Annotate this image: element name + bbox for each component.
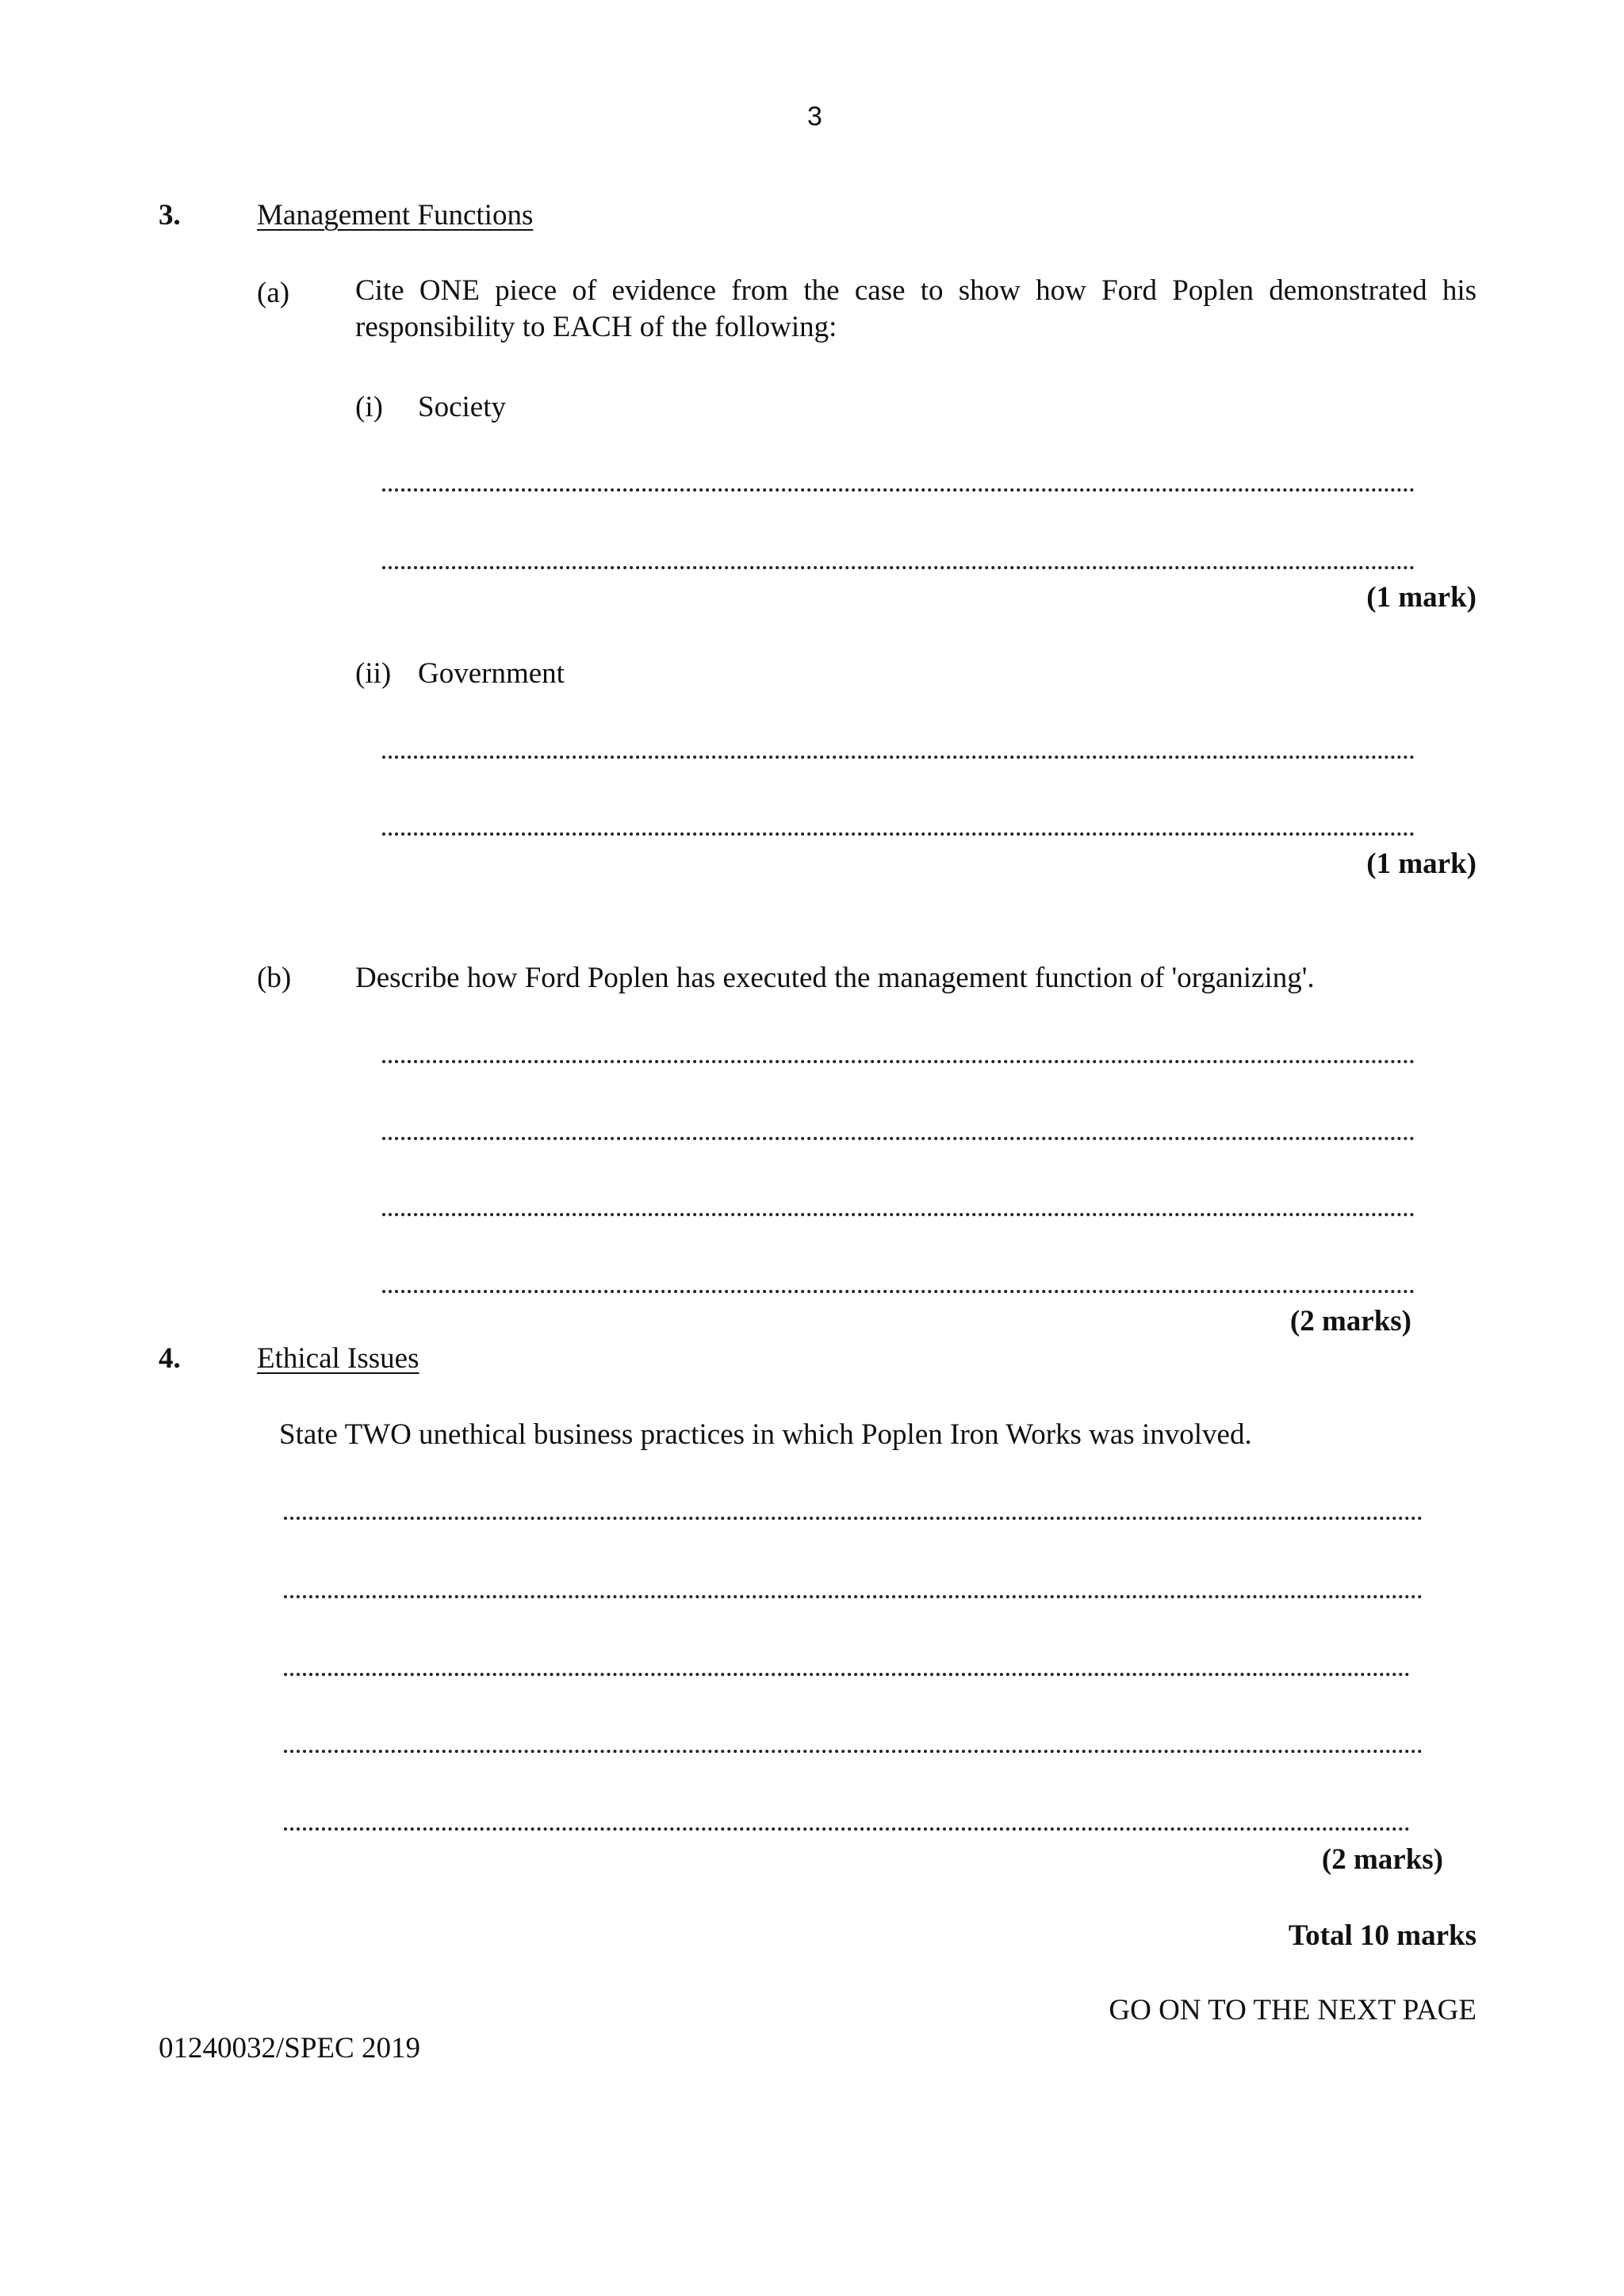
answer-line[interactable] xyxy=(382,1060,1415,1063)
page-number: 3 xyxy=(807,101,822,132)
answer-line[interactable] xyxy=(284,1827,1410,1831)
answer-line[interactable] xyxy=(284,1517,1423,1520)
answer-line[interactable] xyxy=(382,566,1415,569)
marks-label: (1 mark) xyxy=(1366,581,1477,614)
part-a-label: (a) xyxy=(257,277,290,309)
answer-line[interactable] xyxy=(284,1750,1423,1753)
marks-label: (2 marks) xyxy=(1321,1843,1443,1876)
answer-line[interactable] xyxy=(382,756,1415,759)
part-a-text: Cite ONE piece of evidence from the case to show how Ford Poplen demonstrated his responsibility to EACH of the following: xyxy=(355,274,1477,343)
marks-label: (2 marks) xyxy=(1289,1305,1411,1337)
answer-line[interactable] xyxy=(382,1137,1415,1140)
subpart-ii-label: (ii) xyxy=(355,657,392,690)
answer-line[interactable] xyxy=(382,1213,1415,1216)
question-4-text: State TWO unethical business practices in which Poplen Iron Works was involved. xyxy=(279,1418,1252,1451)
answer-line[interactable] xyxy=(382,1290,1415,1293)
question-4-title: Ethical Issues xyxy=(257,1342,419,1375)
answer-line[interactable] xyxy=(382,488,1415,492)
paper-code: 01240032/SPEC 2019 xyxy=(159,2032,420,2064)
go-on-notice: GO ON TO THE NEXT PAGE xyxy=(1109,1994,1477,2026)
answer-line[interactable] xyxy=(284,1595,1423,1598)
part-b-text: Describe how Ford Poplen has executed the management function of 'organizing'. xyxy=(355,962,1315,994)
subpart-i-label: (i) xyxy=(355,391,383,423)
part-b-label: (b) xyxy=(257,962,292,994)
question-3-number: 3. xyxy=(159,199,181,232)
answer-line[interactable] xyxy=(382,832,1415,836)
marks-label: (1 mark) xyxy=(1366,848,1477,880)
question-3-title: Management Functions xyxy=(257,199,534,232)
answer-line[interactable] xyxy=(284,1673,1410,1676)
subpart-ii-text: Government xyxy=(418,657,565,690)
question-4-number: 4. xyxy=(159,1342,181,1375)
total-marks: Total 10 marks xyxy=(1288,1919,1477,1952)
subpart-i-text: Society xyxy=(418,391,506,423)
